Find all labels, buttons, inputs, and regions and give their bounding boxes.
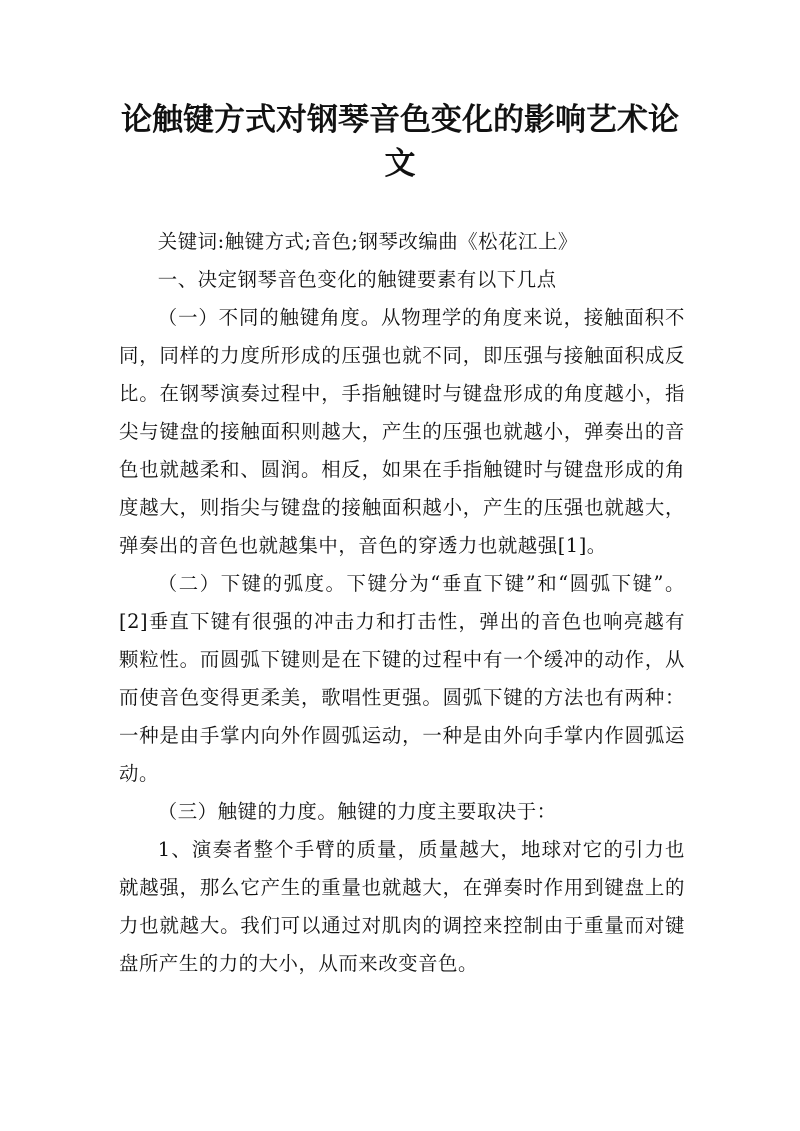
document-body [119,223,685,983]
document-title: 论触键方式对钢琴音色变化的影响艺术论文 [121,102,679,182]
section-heading: 一、决定钢琴音色变化的触键要素有以下几点 [157,268,557,291]
body-paragraph: 1、演奏者整个手臂的质量，质量越大，地球对它的引力也就越强，那么它产生的重量也就越大，在弹奏时作用到键盘上的力也就越大。我们可以通过对肌肉的调控来控制由于重量而对键盘所产生的力的大小，从而来改变音色。 [119,838,685,975]
body-paragraph: （二）下键的弧度。下键分为“垂直下键”和“圆弧下键”。[2]垂直下键有很强的冲击力和打击性，弹出的音色也响亮越有颗粒性。而圆弧下键则是在下键的过程中有一个缓冲的动作，从而使音色变得更柔美，歌唱性更强。圆弧下键的方法也有两种：一种是由手掌内向外作圆弧运动，一种是由外向手掌内作圆弧运动。 [119,572,685,785]
keywords-paragraph: 关键词:触键方式;音色;钢琴改编曲《松花江上》 [157,230,578,253]
body-paragraph: （一）不同的触键角度。从物理学的角度来说，接触面积不同，同样的力度所形成的压强也就不同，即压强与接触面积成反比。在钢琴演奏过程中，手指触键时与键盘形成的角度越小，指尖与键盘的接触面积则越大，产生的压强也就越小，弹奏出的音色也就越柔和、圆润。相反，如果在手指触键时与键盘形成的角度越大，则指尖与键盘的接触面积越小，产生的压强也就越大，弹奏出的音色也就越集中，音色的穿透力也就越强[1]。 [119,306,685,557]
body-paragraph: （三）触键的力度。触键的力度主要取决于： [157,800,557,823]
